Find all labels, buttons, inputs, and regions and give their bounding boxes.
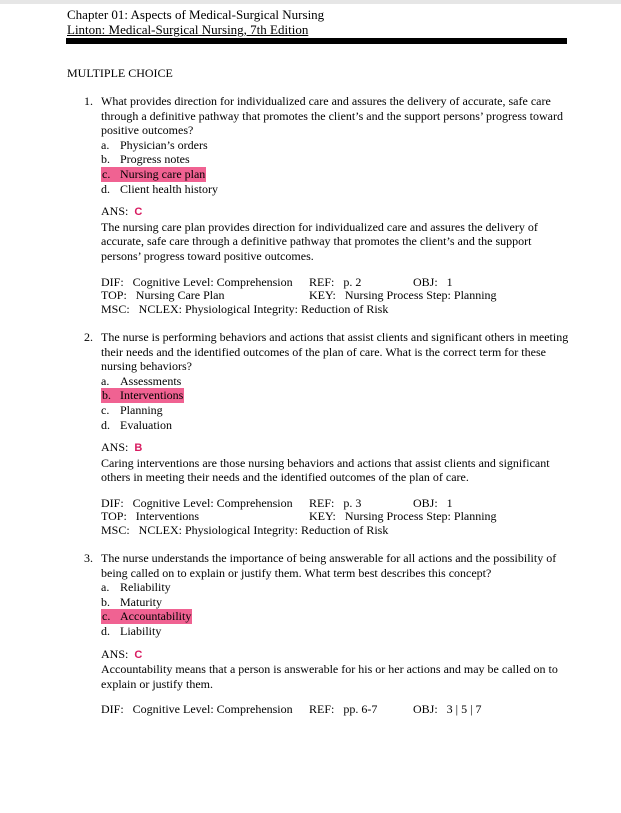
meta-top: TOP: Nursing Care Plan <box>101 288 225 303</box>
option-d[interactable] <box>101 418 574 433</box>
meta-msc: MSC: NCLEX: Physiological Integrity: Reduction of Risk <box>101 301 389 316</box>
option-text: Reliability <box>120 580 171 595</box>
meta-ref: REF: p. 3 <box>309 495 362 510</box>
option-letter: b. <box>101 152 110 167</box>
book-title: Linton: Medical-Surgical Nursing, 7th Edition <box>67 22 309 37</box>
option-text: Client health history <box>120 181 218 196</box>
answer-value: C <box>134 648 143 661</box>
option-text: Interventions <box>120 388 184 403</box>
option-letter: a. <box>101 137 110 152</box>
header-rule <box>66 38 567 44</box>
meta-key: KEY: Nursing Process Step: Planning <box>309 288 497 303</box>
option-letter: a. <box>101 373 110 388</box>
option-text: Nursing care plan <box>120 166 206 181</box>
meta-ref: REF: pp. 6-7 <box>309 702 378 717</box>
option-letter: b. <box>101 594 110 609</box>
option-letter: d. <box>101 623 110 638</box>
meta-dif: DIF: Cognitive Level: Comprehension <box>101 495 293 510</box>
question-number: 2. <box>84 330 93 344</box>
option-letter: c. <box>101 402 110 417</box>
option-a[interactable] <box>101 580 574 595</box>
answer-value: C <box>134 206 143 219</box>
meta-obj: OBJ: 3 | 5 | 7 <box>413 702 482 717</box>
option-c-highlighted[interactable] <box>101 609 574 624</box>
option-d[interactable] <box>101 182 574 197</box>
option-b[interactable] <box>101 595 574 610</box>
option-b[interactable] <box>101 152 574 167</box>
question-1 <box>84 94 574 316</box>
option-text: Maturity <box>120 594 162 609</box>
document-header <box>67 7 324 37</box>
top-border-strip <box>0 0 621 4</box>
answer-line <box>101 204 574 220</box>
rationale: The nursing care plan provides direction for individualized care and assures the delivery of accurate, safe care through a definitive pathway that promotes the client’s and the support persons’ progress toward positive outcomes. <box>101 219 538 263</box>
meta-ref: REF: p. 2 <box>309 274 362 289</box>
option-a[interactable] <box>101 374 574 389</box>
answer-label: ANS: <box>101 440 129 455</box>
answer-label: ANS: <box>101 646 129 661</box>
question-stem: What provides direction for individualized care and assures the delivery of accurate, safe care through a definitive pathway that promotes the client’s and the support persons’ progress toward positive outcomes? <box>101 94 563 138</box>
answer-value: B <box>134 442 143 455</box>
option-letter: d. <box>101 181 110 196</box>
option-text: Assessments <box>120 373 182 388</box>
option-letter: c. <box>102 609 111 624</box>
option-a[interactable] <box>101 138 574 153</box>
option-text: Progress notes <box>120 152 190 167</box>
question-3 <box>84 551 574 717</box>
meta-top: TOP: Interventions <box>101 509 200 524</box>
section-title: MULTIPLE CHOICE <box>67 66 173 80</box>
option-letter: b. <box>102 388 111 403</box>
meta-obj: OBJ: 1 <box>413 274 453 289</box>
question-number: 3. <box>84 551 93 565</box>
meta-msc: MSC: NCLEX: Physiological Integrity: Reduction of Risk <box>101 522 389 537</box>
option-text: Liability <box>120 623 162 638</box>
answer-line <box>101 647 574 663</box>
question-2 <box>84 330 574 537</box>
option-text: Physician’s orders <box>120 137 208 152</box>
option-text: Evaluation <box>120 417 172 432</box>
option-text: Accountability <box>120 609 192 624</box>
option-d[interactable] <box>101 624 574 639</box>
answer-line <box>101 440 574 456</box>
option-letter: c. <box>102 166 111 181</box>
question-number: 1. <box>84 94 93 108</box>
question-stem: The nurse is performing behaviors and actions that assist clients and significant others in meeting their needs and the identified outcomes of the plan of care. What is the correct term for these nursing behaviors? <box>101 330 569 374</box>
question-stem: The nurse understands the importance of being answerable for all actions and the possibility of being called on to explain or justify them. What term best describes this concept? <box>101 551 557 580</box>
answer-label: ANS: <box>101 204 129 219</box>
meta-key: KEY: Nursing Process Step: Planning <box>309 509 497 524</box>
question-metadata <box>101 703 574 717</box>
rationale: Accountability means that a person is answerable for his or her actions and may be called on to explain or justify them. <box>101 662 558 691</box>
option-letter: a. <box>101 580 110 595</box>
meta-dif: DIF: Cognitive Level: Comprehension <box>101 274 293 289</box>
option-c[interactable] <box>101 403 574 418</box>
question-metadata <box>101 497 574 538</box>
meta-obj: OBJ: 1 <box>413 495 453 510</box>
rationale: Caring interventions are those nursing behaviors and actions that assist clients and significant others in meeting their needs and the identified outcomes of the plan of care. <box>101 455 550 485</box>
option-letter: d. <box>101 417 110 432</box>
meta-dif: DIF: Cognitive Level: Comprehension <box>101 702 293 717</box>
chapter-title: Chapter 01: Aspects of Medical-Surgical Nursing <box>67 7 325 22</box>
option-b-highlighted[interactable] <box>101 388 574 403</box>
question-metadata <box>101 276 574 317</box>
option-c-highlighted[interactable] <box>101 167 574 182</box>
option-text: Planning <box>120 402 163 417</box>
